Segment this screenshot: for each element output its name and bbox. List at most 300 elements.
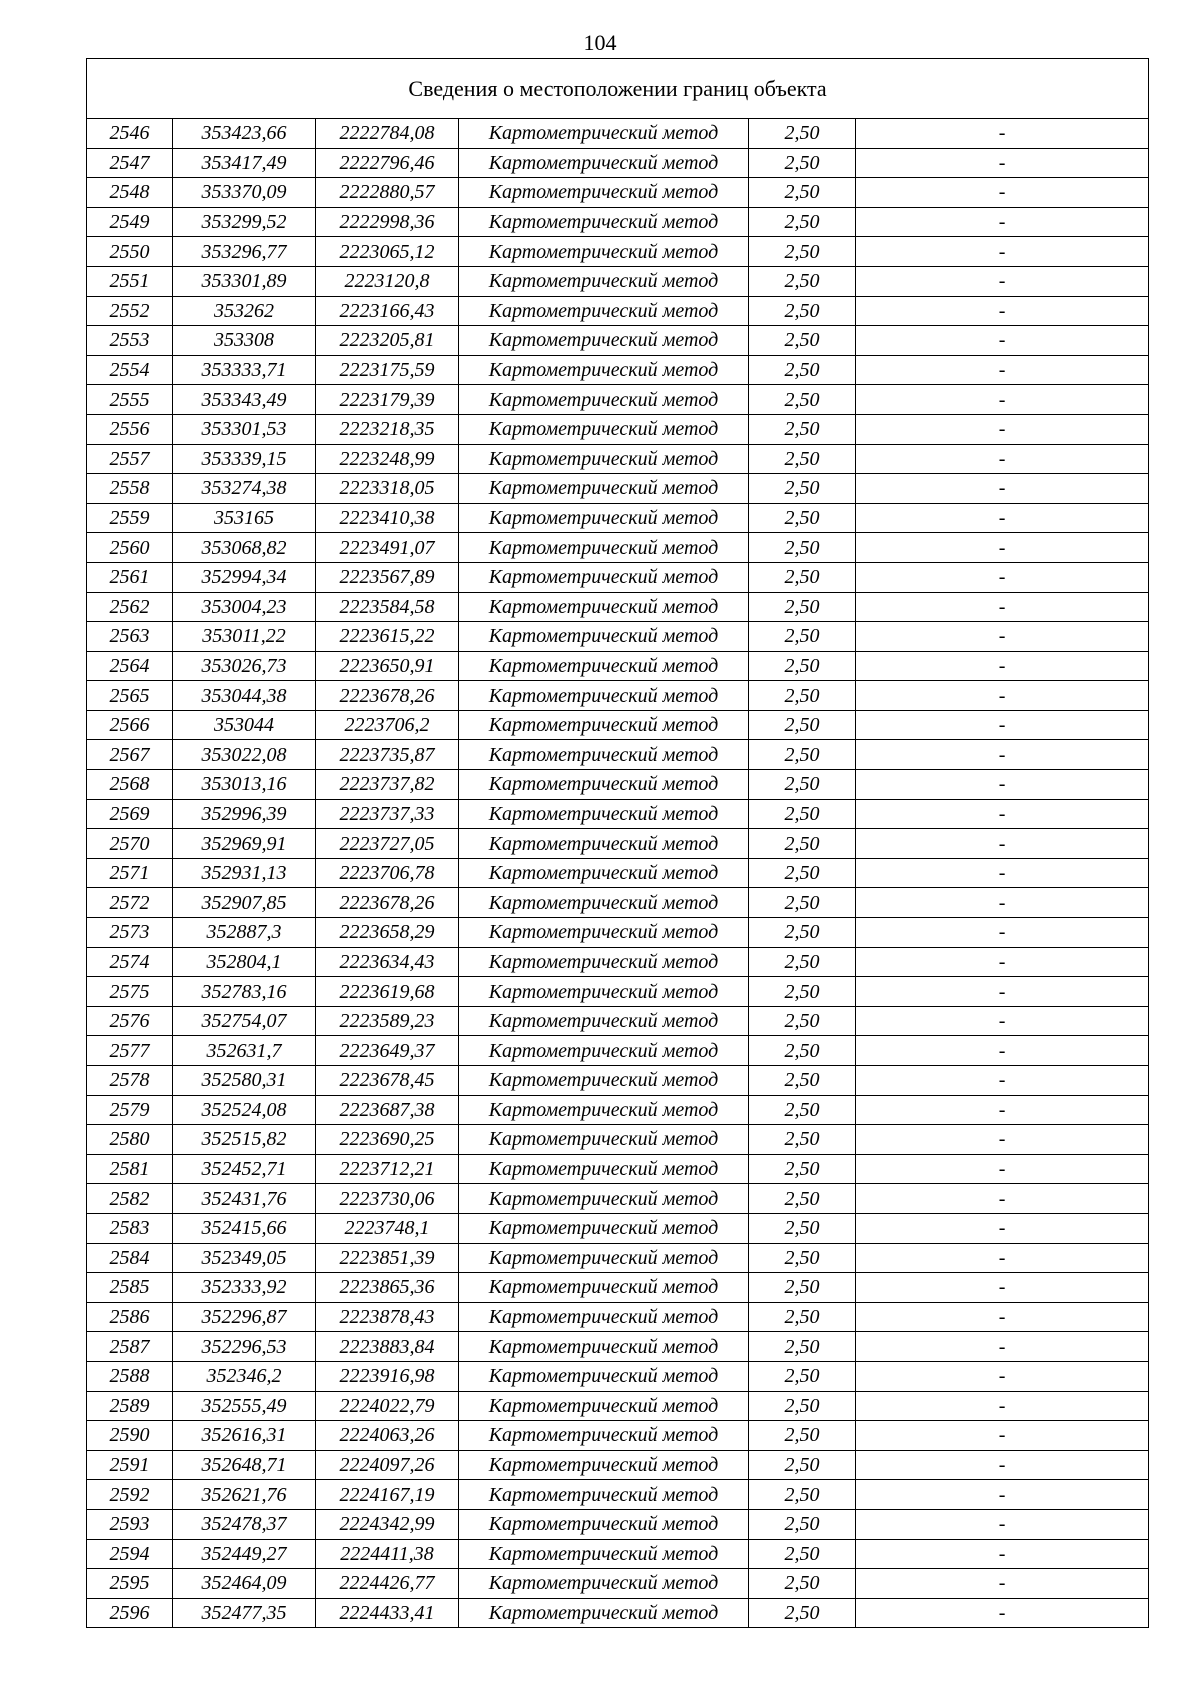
y-coordinate-cell: 2223706,2: [316, 710, 459, 740]
accuracy-cell: 2,50: [749, 326, 856, 356]
table-row: [87, 918, 1149, 948]
description-cell: -: [856, 947, 1149, 977]
y-coordinate-cell: 2223712,21: [316, 1154, 459, 1184]
table-row: [87, 977, 1149, 1007]
x-coordinate-cell: 352515,82: [173, 1125, 316, 1155]
point-number-cell: 2591: [87, 1450, 173, 1480]
y-coordinate-cell: 2223687,38: [316, 1095, 459, 1125]
point-number-cell: 2594: [87, 1539, 173, 1569]
table-row: [87, 770, 1149, 800]
method-cell: Картометрический метод: [459, 533, 749, 563]
table-title-row: [87, 59, 1149, 119]
x-coordinate-cell: 352524,08: [173, 1095, 316, 1125]
accuracy-cell: 2,50: [749, 1184, 856, 1214]
accuracy-cell: 2,50: [749, 148, 856, 178]
description-cell: -: [856, 770, 1149, 800]
description-cell: -: [856, 1361, 1149, 1391]
x-coordinate-cell: 352415,66: [173, 1213, 316, 1243]
description-cell: -: [856, 1302, 1149, 1332]
y-coordinate-cell: 2223883,84: [316, 1332, 459, 1362]
description-cell: -: [856, 266, 1149, 296]
table-row: [87, 1598, 1149, 1628]
description-cell: -: [856, 681, 1149, 711]
x-coordinate-cell: 352783,16: [173, 977, 316, 1007]
point-number-cell: 2550: [87, 237, 173, 267]
accuracy-cell: 2,50: [749, 858, 856, 888]
point-number-cell: 2569: [87, 799, 173, 829]
y-coordinate-cell: 2223678,45: [316, 1066, 459, 1096]
table-row: [87, 651, 1149, 681]
accuracy-cell: 2,50: [749, 1125, 856, 1155]
table-row: [87, 1569, 1149, 1599]
table-row: [87, 1125, 1149, 1155]
table-row: [87, 888, 1149, 918]
accuracy-cell: 2,50: [749, 414, 856, 444]
x-coordinate-cell: 352804,1: [173, 947, 316, 977]
point-number-cell: 2595: [87, 1569, 173, 1599]
table-row: [87, 474, 1149, 504]
y-coordinate-cell: 2223650,91: [316, 651, 459, 681]
y-coordinate-cell: 2224063,26: [316, 1421, 459, 1451]
description-cell: -: [856, 148, 1149, 178]
y-coordinate-cell: 2223706,78: [316, 858, 459, 888]
table-row: [87, 444, 1149, 474]
method-cell: Картометрический метод: [459, 1539, 749, 1569]
method-cell: Картометрический метод: [459, 266, 749, 296]
y-coordinate-cell: 2223730,06: [316, 1184, 459, 1214]
method-cell: Картометрический метод: [459, 592, 749, 622]
x-coordinate-cell: 353044: [173, 710, 316, 740]
description-cell: -: [856, 355, 1149, 385]
accuracy-cell: 2,50: [749, 503, 856, 533]
method-cell: Картометрический метод: [459, 710, 749, 740]
point-number-cell: 2567: [87, 740, 173, 770]
method-cell: Картометрический метод: [459, 1598, 749, 1628]
y-coordinate-cell: 2223205,81: [316, 326, 459, 356]
x-coordinate-cell: 352449,27: [173, 1539, 316, 1569]
y-coordinate-cell: 2223735,87: [316, 740, 459, 770]
table-row: [87, 1006, 1149, 1036]
accuracy-cell: 2,50: [749, 1391, 856, 1421]
point-number-cell: 2561: [87, 562, 173, 592]
y-coordinate-cell: 2222998,36: [316, 207, 459, 237]
method-cell: Картометрический метод: [459, 1450, 749, 1480]
y-coordinate-cell: 2222880,57: [316, 178, 459, 208]
point-number-cell: 2548: [87, 178, 173, 208]
description-cell: -: [856, 414, 1149, 444]
y-coordinate-cell: 2222784,08: [316, 119, 459, 149]
description-cell: -: [856, 977, 1149, 1007]
x-coordinate-cell: 352754,07: [173, 1006, 316, 1036]
method-cell: Картометрический метод: [459, 1332, 749, 1362]
method-cell: Картометрический метод: [459, 1569, 749, 1599]
point-number-cell: 2588: [87, 1361, 173, 1391]
table-row: [87, 1213, 1149, 1243]
accuracy-cell: 2,50: [749, 207, 856, 237]
point-number-cell: 2586: [87, 1302, 173, 1332]
point-number-cell: 2556: [87, 414, 173, 444]
accuracy-cell: 2,50: [749, 1006, 856, 1036]
accuracy-cell: 2,50: [749, 1450, 856, 1480]
description-cell: -: [856, 474, 1149, 504]
table-row: [87, 1184, 1149, 1214]
description-cell: -: [856, 444, 1149, 474]
accuracy-cell: 2,50: [749, 1332, 856, 1362]
y-coordinate-cell: 2223318,05: [316, 474, 459, 504]
x-coordinate-cell: 353370,09: [173, 178, 316, 208]
accuracy-cell: 2,50: [749, 799, 856, 829]
description-cell: -: [856, 799, 1149, 829]
x-coordinate-cell: 352631,7: [173, 1036, 316, 1066]
accuracy-cell: 2,50: [749, 1480, 856, 1510]
x-coordinate-cell: 352296,87: [173, 1302, 316, 1332]
method-cell: Картометрический метод: [459, 355, 749, 385]
description-cell: -: [856, 740, 1149, 770]
method-cell: Картометрический метод: [459, 296, 749, 326]
description-cell: -: [856, 178, 1149, 208]
accuracy-cell: 2,50: [749, 592, 856, 622]
x-coordinate-cell: 352464,09: [173, 1569, 316, 1599]
table-row: [87, 414, 1149, 444]
x-coordinate-cell: 352621,76: [173, 1480, 316, 1510]
method-cell: Картометрический метод: [459, 918, 749, 948]
y-coordinate-cell: 2223737,82: [316, 770, 459, 800]
table-row: [87, 1332, 1149, 1362]
method-cell: Картометрический метод: [459, 1302, 749, 1332]
accuracy-cell: 2,50: [749, 296, 856, 326]
table-row: [87, 237, 1149, 267]
accuracy-cell: 2,50: [749, 1036, 856, 1066]
point-number-cell: 2585: [87, 1273, 173, 1303]
y-coordinate-cell: 2223727,05: [316, 829, 459, 859]
point-number-cell: 2587: [87, 1332, 173, 1362]
point-number-cell: 2574: [87, 947, 173, 977]
description-cell: -: [856, 1480, 1149, 1510]
method-cell: Картометрический метод: [459, 1125, 749, 1155]
x-coordinate-cell: 352349,05: [173, 1243, 316, 1273]
point-number-cell: 2566: [87, 710, 173, 740]
accuracy-cell: 2,50: [749, 474, 856, 504]
point-number-cell: 2577: [87, 1036, 173, 1066]
accuracy-cell: 2,50: [749, 651, 856, 681]
x-coordinate-cell: 353423,66: [173, 119, 316, 149]
table-row: [87, 119, 1149, 149]
table-body: [87, 59, 1149, 1628]
table-row: [87, 1509, 1149, 1539]
x-coordinate-cell: 352648,71: [173, 1450, 316, 1480]
accuracy-cell: 2,50: [749, 977, 856, 1007]
method-cell: Картометрический метод: [459, 562, 749, 592]
y-coordinate-cell: 2223748,1: [316, 1213, 459, 1243]
table-row: [87, 1243, 1149, 1273]
y-coordinate-cell: 2223649,37: [316, 1036, 459, 1066]
point-number-cell: 2578: [87, 1066, 173, 1096]
y-coordinate-cell: 2223218,35: [316, 414, 459, 444]
table-row: [87, 1273, 1149, 1303]
point-number-cell: 2580: [87, 1125, 173, 1155]
description-cell: -: [856, 1036, 1149, 1066]
description-cell: -: [856, 1598, 1149, 1628]
y-coordinate-cell: 2223634,43: [316, 947, 459, 977]
y-coordinate-cell: 2223737,33: [316, 799, 459, 829]
method-cell: Картометрический метод: [459, 740, 749, 770]
table-row: [87, 1450, 1149, 1480]
description-cell: -: [856, 533, 1149, 563]
x-coordinate-cell: 353022,08: [173, 740, 316, 770]
boundary-coordinates-table: [86, 58, 1149, 1628]
accuracy-cell: 2,50: [749, 266, 856, 296]
description-cell: -: [856, 296, 1149, 326]
method-cell: Картометрический метод: [459, 770, 749, 800]
y-coordinate-cell: 2223120,8: [316, 266, 459, 296]
accuracy-cell: 2,50: [749, 562, 856, 592]
x-coordinate-cell: 353044,38: [173, 681, 316, 711]
description-cell: -: [856, 1006, 1149, 1036]
description-cell: -: [856, 1095, 1149, 1125]
y-coordinate-cell: 2224097,26: [316, 1450, 459, 1480]
x-coordinate-cell: 353417,49: [173, 148, 316, 178]
y-coordinate-cell: 2223658,29: [316, 918, 459, 948]
accuracy-cell: 2,50: [749, 888, 856, 918]
x-coordinate-cell: 352555,49: [173, 1391, 316, 1421]
accuracy-cell: 2,50: [749, 622, 856, 652]
point-number-cell: 2571: [87, 858, 173, 888]
table-row: [87, 1095, 1149, 1125]
accuracy-cell: 2,50: [749, 740, 856, 770]
x-coordinate-cell: 352931,13: [173, 858, 316, 888]
x-coordinate-cell: 353013,16: [173, 770, 316, 800]
description-cell: -: [856, 1125, 1149, 1155]
table-row: [87, 1302, 1149, 1332]
y-coordinate-cell: 2224426,77: [316, 1569, 459, 1599]
table-row: [87, 858, 1149, 888]
description-cell: -: [856, 710, 1149, 740]
method-cell: Картометрический метод: [459, 947, 749, 977]
point-number-cell: 2553: [87, 326, 173, 356]
table-row: [87, 385, 1149, 415]
x-coordinate-cell: 352994,34: [173, 562, 316, 592]
point-number-cell: 2589: [87, 1391, 173, 1421]
table-row: [87, 266, 1149, 296]
method-cell: Картометрический метод: [459, 1154, 749, 1184]
accuracy-cell: 2,50: [749, 1213, 856, 1243]
method-cell: Картометрический метод: [459, 1421, 749, 1451]
point-number-cell: 2573: [87, 918, 173, 948]
table-row: [87, 710, 1149, 740]
description-cell: -: [856, 1332, 1149, 1362]
x-coordinate-cell: 353339,15: [173, 444, 316, 474]
y-coordinate-cell: 2224411,38: [316, 1539, 459, 1569]
method-cell: Картометрический метод: [459, 858, 749, 888]
description-cell: -: [856, 1509, 1149, 1539]
method-cell: Картометрический метод: [459, 651, 749, 681]
point-number-cell: 2590: [87, 1421, 173, 1451]
description-cell: -: [856, 592, 1149, 622]
point-number-cell: 2555: [87, 385, 173, 415]
x-coordinate-cell: 353299,52: [173, 207, 316, 237]
description-cell: -: [856, 385, 1149, 415]
table-row: [87, 207, 1149, 237]
method-cell: Картометрический метод: [459, 1036, 749, 1066]
method-cell: Картометрический метод: [459, 799, 749, 829]
description-cell: -: [856, 1213, 1149, 1243]
y-coordinate-cell: 2223878,43: [316, 1302, 459, 1332]
method-cell: Картометрический метод: [459, 977, 749, 1007]
description-cell: -: [856, 1273, 1149, 1303]
point-number-cell: 2579: [87, 1095, 173, 1125]
table-row: [87, 1391, 1149, 1421]
table-row: [87, 1480, 1149, 1510]
table-row: [87, 1154, 1149, 1184]
method-cell: Картометрический метод: [459, 1480, 749, 1510]
accuracy-cell: 2,50: [749, 947, 856, 977]
table-row: [87, 355, 1149, 385]
accuracy-cell: 2,50: [749, 1095, 856, 1125]
description-cell: -: [856, 622, 1149, 652]
y-coordinate-cell: 2224342,99: [316, 1509, 459, 1539]
x-coordinate-cell: 352907,85: [173, 888, 316, 918]
table-row: [87, 1036, 1149, 1066]
table-row: [87, 799, 1149, 829]
table-row: [87, 562, 1149, 592]
accuracy-cell: 2,50: [749, 1243, 856, 1273]
y-coordinate-cell: 2223589,23: [316, 1006, 459, 1036]
y-coordinate-cell: 2223619,68: [316, 977, 459, 1007]
y-coordinate-cell: 2223179,39: [316, 385, 459, 415]
x-coordinate-cell: 353026,73: [173, 651, 316, 681]
y-coordinate-cell: 2224167,19: [316, 1480, 459, 1510]
table-row: [87, 622, 1149, 652]
y-coordinate-cell: 2223175,59: [316, 355, 459, 385]
table-row: [87, 326, 1149, 356]
y-coordinate-cell: 2224433,41: [316, 1598, 459, 1628]
x-coordinate-cell: 353333,71: [173, 355, 316, 385]
table-row: [87, 740, 1149, 770]
accuracy-cell: 2,50: [749, 1154, 856, 1184]
accuracy-cell: 2,50: [749, 444, 856, 474]
accuracy-cell: 2,50: [749, 1302, 856, 1332]
method-cell: Картометрический метод: [459, 1006, 749, 1036]
method-cell: Картометрический метод: [459, 148, 749, 178]
description-cell: -: [856, 1154, 1149, 1184]
description-cell: -: [856, 119, 1149, 149]
point-number-cell: 2584: [87, 1243, 173, 1273]
method-cell: Картометрический метод: [459, 888, 749, 918]
x-coordinate-cell: 352478,37: [173, 1509, 316, 1539]
table-row: [87, 1066, 1149, 1096]
description-cell: -: [856, 651, 1149, 681]
point-number-cell: 2562: [87, 592, 173, 622]
point-number-cell: 2583: [87, 1213, 173, 1243]
y-coordinate-cell: 2223410,38: [316, 503, 459, 533]
point-number-cell: 2563: [87, 622, 173, 652]
point-number-cell: 2551: [87, 266, 173, 296]
description-cell: -: [856, 918, 1149, 948]
description-cell: -: [856, 1569, 1149, 1599]
point-number-cell: 2549: [87, 207, 173, 237]
x-coordinate-cell: 353274,38: [173, 474, 316, 504]
description-cell: -: [856, 1391, 1149, 1421]
description-cell: -: [856, 1184, 1149, 1214]
description-cell: -: [856, 1421, 1149, 1451]
x-coordinate-cell: 352969,91: [173, 829, 316, 859]
accuracy-cell: 2,50: [749, 1421, 856, 1451]
description-cell: -: [856, 1066, 1149, 1096]
accuracy-cell: 2,50: [749, 918, 856, 948]
point-number-cell: 2552: [87, 296, 173, 326]
y-coordinate-cell: 2223166,43: [316, 296, 459, 326]
description-cell: -: [856, 1539, 1149, 1569]
x-coordinate-cell: 352996,39: [173, 799, 316, 829]
method-cell: Картометрический метод: [459, 237, 749, 267]
method-cell: Картометрический метод: [459, 207, 749, 237]
accuracy-cell: 2,50: [749, 829, 856, 859]
y-coordinate-cell: 2223865,36: [316, 1273, 459, 1303]
method-cell: Картометрический метод: [459, 119, 749, 149]
accuracy-cell: 2,50: [749, 710, 856, 740]
description-cell: -: [856, 888, 1149, 918]
method-cell: Картометрический метод: [459, 681, 749, 711]
method-cell: Картометрический метод: [459, 414, 749, 444]
y-coordinate-cell: 2223678,26: [316, 888, 459, 918]
table-row: [87, 681, 1149, 711]
table-row: [87, 296, 1149, 326]
table-row: [87, 947, 1149, 977]
x-coordinate-cell: 353296,77: [173, 237, 316, 267]
point-number-cell: 2554: [87, 355, 173, 385]
method-cell: Картометрический метод: [459, 178, 749, 208]
point-number-cell: 2592: [87, 1480, 173, 1510]
point-number-cell: 2546: [87, 119, 173, 149]
point-number-cell: 2547: [87, 148, 173, 178]
table-row: [87, 1361, 1149, 1391]
table-row: [87, 533, 1149, 563]
x-coordinate-cell: 353308: [173, 326, 316, 356]
point-number-cell: 2560: [87, 533, 173, 563]
point-number-cell: 2558: [87, 474, 173, 504]
x-coordinate-cell: 353301,53: [173, 414, 316, 444]
point-number-cell: 2596: [87, 1598, 173, 1628]
method-cell: Картометрический метод: [459, 1213, 749, 1243]
point-number-cell: 2570: [87, 829, 173, 859]
accuracy-cell: 2,50: [749, 681, 856, 711]
description-cell: -: [856, 237, 1149, 267]
method-cell: Картометрический метод: [459, 474, 749, 504]
point-number-cell: 2593: [87, 1509, 173, 1539]
point-number-cell: 2581: [87, 1154, 173, 1184]
method-cell: Картометрический метод: [459, 1361, 749, 1391]
point-number-cell: 2582: [87, 1184, 173, 1214]
point-number-cell: 2559: [87, 503, 173, 533]
y-coordinate-cell: 2223248,99: [316, 444, 459, 474]
accuracy-cell: 2,50: [749, 1273, 856, 1303]
method-cell: Картометрический метод: [459, 1066, 749, 1096]
x-coordinate-cell: 353011,22: [173, 622, 316, 652]
accuracy-cell: 2,50: [749, 1509, 856, 1539]
table-row: [87, 503, 1149, 533]
y-coordinate-cell: 2223065,12: [316, 237, 459, 267]
description-cell: -: [856, 1243, 1149, 1273]
description-cell: -: [856, 207, 1149, 237]
table-row: [87, 148, 1149, 178]
x-coordinate-cell: 353068,82: [173, 533, 316, 563]
x-coordinate-cell: 353165: [173, 503, 316, 533]
table-row: [87, 829, 1149, 859]
accuracy-cell: 2,50: [749, 178, 856, 208]
y-coordinate-cell: 2223567,89: [316, 562, 459, 592]
y-coordinate-cell: 2223491,07: [316, 533, 459, 563]
description-cell: -: [856, 829, 1149, 859]
